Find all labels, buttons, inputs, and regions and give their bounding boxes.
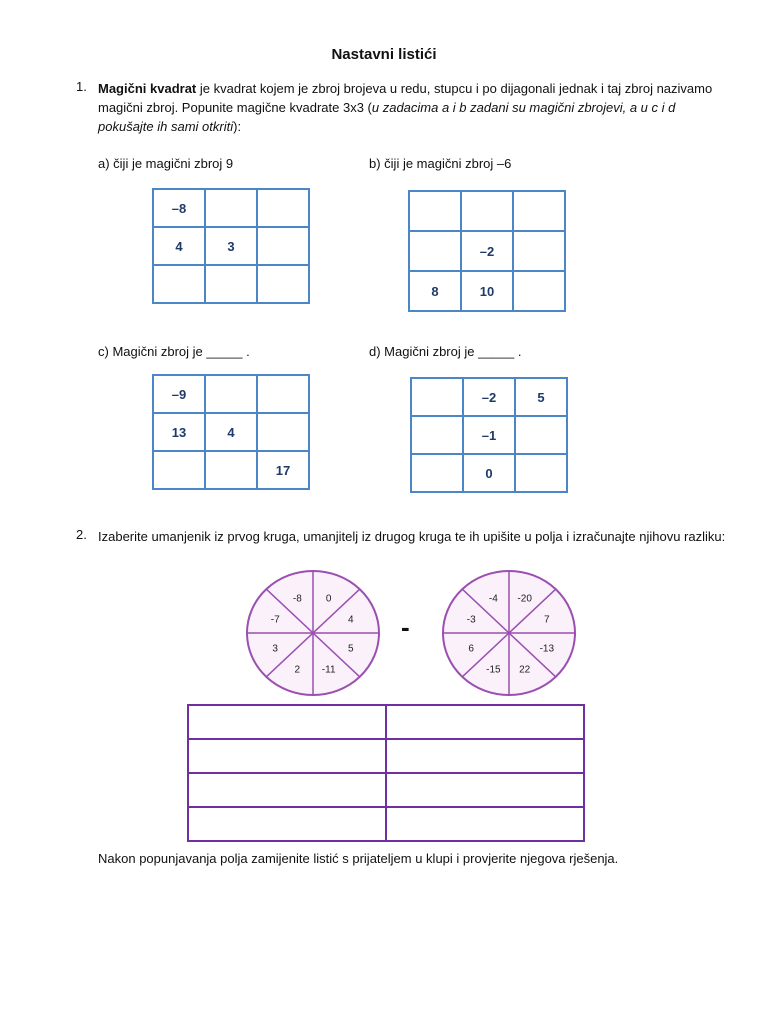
wheel-number: -11	[321, 664, 336, 676]
wheel-subtrahend	[441, 569, 577, 697]
magic-square-b-cell	[513, 271, 565, 311]
answer-cell[interactable]	[386, 773, 584, 807]
answer-cell[interactable]	[188, 807, 386, 841]
task1-italic: u zadacima a i b zadani su magični zbrojevi, a u c i d pokušajte ih sami otkriti	[98, 100, 676, 134]
wheel-number: 2	[294, 664, 301, 676]
label-b: b) čiji je magični zbroj –6	[369, 156, 512, 171]
magic-square-a	[152, 188, 310, 304]
minus-sign: -	[401, 612, 410, 642]
magic-square-d-cell: 0	[463, 454, 515, 492]
magic-square-c-cell	[257, 375, 309, 413]
wheel-number: -15	[486, 664, 501, 676]
magic-square-d-cell: –2	[463, 378, 515, 416]
magic-square-a-cell	[257, 265, 309, 303]
magic-square-b-cell: 10	[461, 271, 513, 311]
magic-square-c-cell: –9	[153, 375, 205, 413]
magic-square-d-cell: 5	[515, 378, 567, 416]
label-d: d) Magični zbroj je _____ .	[369, 344, 522, 359]
magic-square-d	[410, 377, 568, 493]
magic-square-c-cell	[153, 451, 205, 489]
magic-square-c-cell	[257, 413, 309, 451]
magic-square-b-cell	[409, 191, 461, 231]
wheel-number: 4	[348, 614, 354, 626]
label-a: a) čiji je magični zbroj 9	[98, 156, 234, 171]
task1-text2: ):	[233, 119, 242, 134]
magic-square-b-cell	[513, 231, 565, 271]
magic-square-a-cell: –8	[153, 189, 205, 227]
task1-text	[98, 79, 728, 136]
wheel-number: -3	[466, 614, 476, 626]
magic-square-b-cell: –2	[461, 231, 513, 271]
magic-square-b-cell	[409, 231, 461, 271]
magic-square-c	[152, 374, 310, 490]
task1-bold: Magični kvadrat	[98, 81, 197, 96]
magic-square-d-cell	[411, 416, 463, 454]
magic-square-d-cell	[515, 416, 567, 454]
answer-cell[interactable]	[188, 773, 386, 807]
wheel-number: 3	[272, 643, 278, 655]
magic-square-c-cell	[205, 375, 257, 413]
footer-text: Nakon popunjavanja polja zamijenite listić s prijateljem u klupi i provjerite njegova rješenja.	[98, 851, 619, 866]
magic-square-b	[408, 190, 566, 312]
wheel-number: -4	[488, 593, 498, 605]
magic-square-a-cell	[257, 227, 309, 265]
wheel-number: -13	[539, 643, 555, 655]
magic-square-c-cell: 13	[153, 413, 205, 451]
magic-square-b-cell	[513, 191, 565, 231]
wheel-number: 7	[544, 614, 550, 626]
wheel-minuend	[245, 569, 381, 697]
answer-cell[interactable]	[386, 705, 584, 739]
wheel-number: -20	[517, 593, 532, 605]
task1-number: 1.	[76, 79, 87, 94]
label-c: c) Magični zbroj je _____ .	[98, 344, 250, 359]
magic-square-c-cell	[205, 451, 257, 489]
answer-cell[interactable]	[188, 705, 386, 739]
magic-square-d-cell	[515, 454, 567, 492]
magic-square-a-cell: 3	[205, 227, 257, 265]
task1-text1: je kvadrat kojem je zbroj brojeva u redu, stupcu i po dijagonali jednak i taj zbroj nazivamo magični zbroj. Popunite magične kvadrate 3x3 (	[98, 81, 713, 115]
answer-table	[187, 704, 585, 842]
wheel-number: 22	[519, 664, 531, 676]
magic-square-c-cell: 17	[257, 451, 309, 489]
magic-square-d-cell: –1	[463, 416, 515, 454]
magic-square-a-cell	[205, 265, 257, 303]
magic-square-d-cell	[411, 378, 463, 416]
answer-cell[interactable]	[386, 739, 584, 773]
magic-square-a-cell: 4	[153, 227, 205, 265]
magic-square-a-cell	[257, 189, 309, 227]
wheel-number: -8	[292, 593, 302, 605]
magic-square-b-cell	[461, 191, 513, 231]
magic-square-d-cell	[411, 454, 463, 492]
magic-square-a-cell	[205, 189, 257, 227]
task2-number: 2.	[76, 527, 87, 542]
magic-square-a-cell	[153, 265, 205, 303]
magic-square-b-cell: 8	[409, 271, 461, 311]
wheel-number: 6	[468, 643, 474, 655]
answer-cell[interactable]	[188, 739, 386, 773]
wheel-number: -7	[270, 614, 280, 626]
task2-text: Izaberite umanjenik iz prvog kruga, umanjitelj iz drugog kruga te ih upišite u polja i izračunajte njihovu razliku:	[98, 529, 726, 544]
magic-square-c-cell: 4	[205, 413, 257, 451]
wheel-number: 5	[348, 643, 354, 655]
wheel-number: 0	[325, 593, 332, 605]
page-title: Nastavni listići	[331, 46, 437, 63]
answer-cell[interactable]	[386, 807, 584, 841]
